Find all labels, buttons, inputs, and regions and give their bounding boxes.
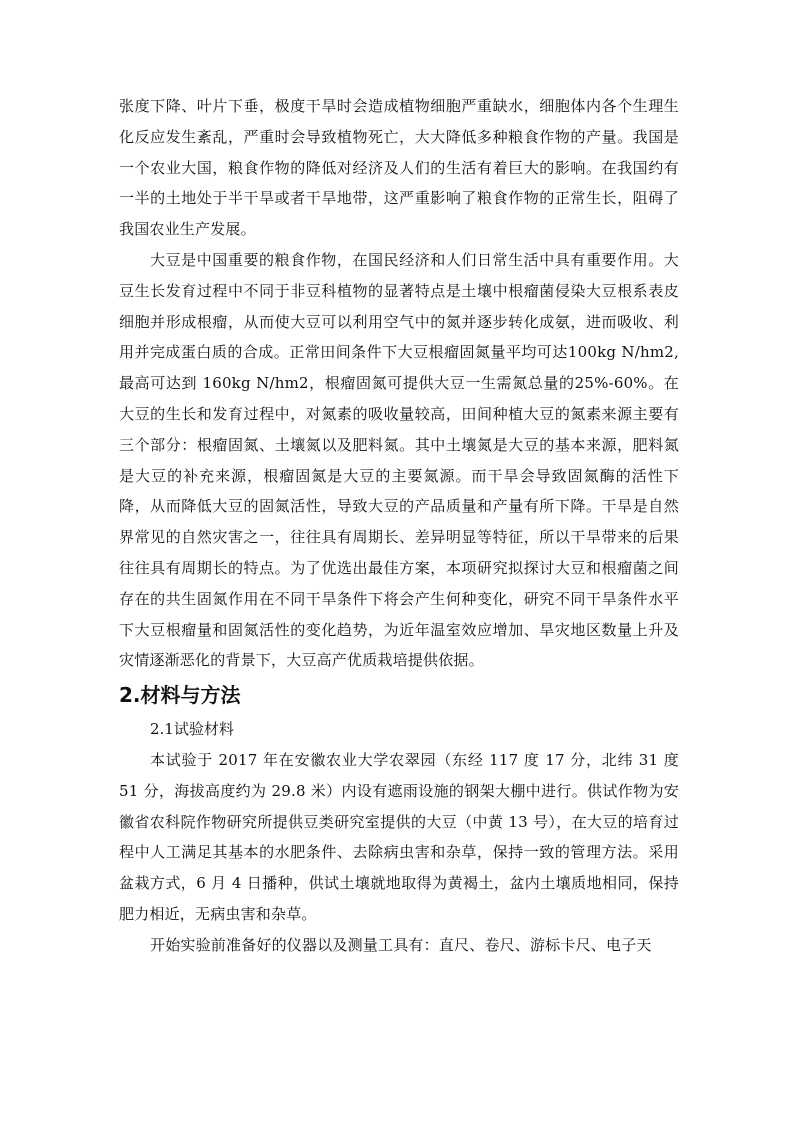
paragraph-instruments: 开始实验前准备好的仪器以及测量工具有：直尺、卷尺、游标卡尺、电子天 (150, 935, 652, 954)
paragraph-drought-effects: 张度下降、叶片下垂，极度干旱时会造成植物细胞严重缺水，细胞体内各个生理生化反应发生紊乱，严重时会导致植物死亡，大大降低多种粮食作物的产量。我国是一个农业大国，粮食作物的降低对经济及人们的生活有着巨大的影响。在我国约有一半的土地处于半干旱或者干旱地带，这严重影响了粮食作物的正常生长，阻碍了我国农业生产发展。 (119, 97, 679, 239)
document-body (119, 91, 679, 961)
section-heading-materials-methods: 2.材料与方法 (119, 683, 241, 708)
paragraph-experiment-site: 本试验于 2017 年在安徽农业大学农翠园（东经 117 度 17 分，北纬 31 度 51 分，海拔高度约为 29.8 米）内设有遮雨设施的钢架大棚中进行。供试作物为安徽省农科院作物研究所提供豆类研究室提供的大豆（中黄 13 号），在大豆的培育过程中人工满足其基本的水肥条件、去除病虫害和杂草，保持一致的管理方法。采用盆栽方式，6 月 4 日播种，供试土壤就地取得为黄褐土，盆内土壤质地相同，保持肥力相近，无病虫害和杂草。 (119, 750, 679, 923)
subsection-heading-test-materials: 2.1试验材料 (150, 720, 234, 739)
paragraph-soybean-nitrogen-fixation: 大豆是中国重要的粮食作物，在国民经济和人们日常生活中具有重要作用。大豆生长发育过程中不同于非豆科植物的显著特点是土壤中根瘤菌侵染大豆根系表皮细胞并形成根瘤，从而使大豆可以利用空气中的氮并逐步转化成氨，进而吸收、利用并完成蛋白质的合成。正常田间条件下大豆根瘤固氮量平均可达100kg N/hm2,最高可达到 160kg N/hm2，根瘤固氮可提供大豆一生需氮总量的25%-60%。在大豆的生长和发育过程中，对氮素的吸收量较高，田间种植大豆的氮素来源主要有三个部分：根瘤固氮、土壤氮以及肥料氮。其中土壤氮是大豆的基本来源，肥料氮是大豆的补充来源，根瘤固氮是大豆的主要氮源。而干旱会导致固氮酶的活性下降，从而降低大豆的固氮活性，导致大豆的产品质量和产量有所下降。干旱是自然界常见的自然灾害之一，往往具有周期长、差异明显等特征，所以干旱带来的后果往往具有周期长的特点。为了优选出最佳方案，本项研究拟探讨大豆和根瘤菌之间存在的共生固氮作用在不同干旱条件下将会产生何种变化，研究不同干旱条件水平下大豆根瘤量和固氮活性的变化趋势，为近年温室效应增加、旱灾地区数量上升及灾情逐渐恶化的背景下，大豆高产优质栽培提供依据。 (119, 250, 679, 670)
